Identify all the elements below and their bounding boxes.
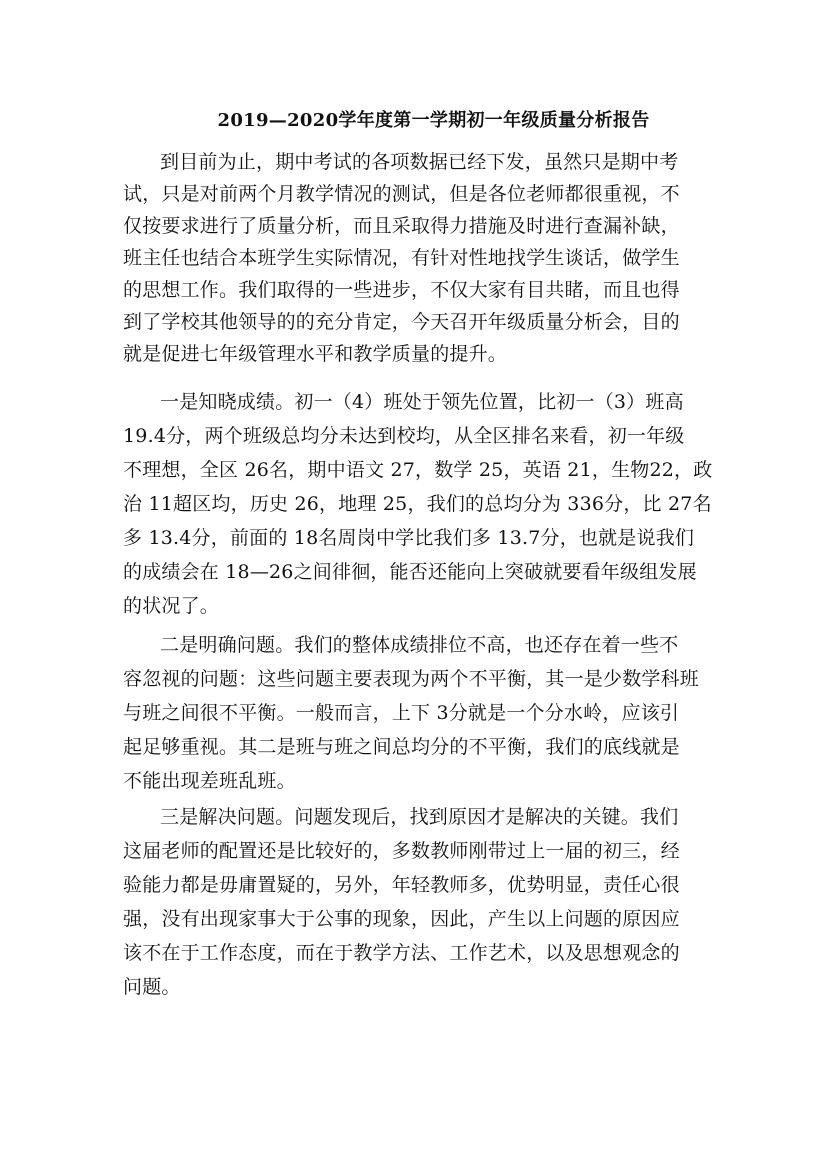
- paragraph-1-line-6: 到了学校其他领导的的充分肯定，今天召开年级质量分析会，目的: [123, 311, 680, 333]
- paragraph-4-line-3: 验能力都是毋庸置疑的，另外，年轻教师多，优势明显，责任心很: [123, 874, 680, 896]
- paragraph-2-line-5: 多 13.4分，前面的 18名周岗中学比我们多 13.7分，也就是说我们: [123, 527, 695, 549]
- paragraph-3-line-3: 与班之间很不平衡。一般而言，上下 3分就是一个分水岭，应该引: [123, 702, 680, 724]
- paragraph-2-line-7: 的状况了。: [123, 595, 220, 617]
- paragraph-3-line-5: 不能出现差班乱班。: [123, 770, 296, 792]
- paragraph-1-line-2: 试，只是对前两个月教学情况的测试，但是各位老师都很重视，不: [123, 183, 680, 205]
- document-title: 2019—2020学年度第一学期初一年级质量分析报告: [217, 110, 650, 131]
- paragraph-1-line-4: 班主任也结合本班学生实际情况，有针对性地找学生谈话，做学生: [123, 247, 680, 269]
- paragraph-2-line-2: 19.4分，两个班级总均分未达到校均，从全区排名来看，初一年级: [123, 425, 685, 447]
- paragraph-2-line-4: 治 11超区均，历史 26，地理 25，我们的总均分为 336分，比 27名: [123, 493, 712, 515]
- paragraph-2-line-1: 一是知晓成绩。初一（4）班处于领先位置，比初一（3）班高: [160, 391, 684, 413]
- paragraph-3-line-2: 容忽视的问题：这些问题主要表现为两个不平衡，其一是少数学科班: [123, 668, 700, 690]
- paragraph-1-line-5: 的思想工作。我们取得的一些进步，不仅大家有目共睹，而且也得: [123, 279, 680, 301]
- paragraph-4-line-2: 这届老师的配置还是比较好的，多数教师刚带过上一届的初三，经: [123, 840, 680, 862]
- paragraph-4-line-4: 强，没有出现家事大于公事的现象，因此，产生以上问题的原因应: [123, 908, 680, 930]
- paragraph-4-line-5: 该不在于工作态度，而在于教学方法、工作艺术，以及思想观念的: [123, 942, 680, 964]
- paragraph-3-line-1: 二是明确问题。我们的整体成绩排位不高，也还存在着一些不: [160, 634, 679, 656]
- paragraph-4-line-1: 三是解决问题。问题发现后，找到原因才是解决的关键。我们: [160, 806, 679, 828]
- paragraph-2-line-3: 不理想，全区 26名，期中语文 27，数学 25，英语 21，生物22，政: [123, 459, 713, 481]
- paragraph-1-line-7: 就是促进七年级管理水平和教学质量的提升。: [123, 343, 508, 365]
- paragraph-4-line-6: 问题。: [123, 976, 181, 998]
- paragraph-2-line-6: 的成绩会在 18—26之间徘徊，能否还能向上突破就要看年级组发展: [123, 561, 697, 583]
- paragraph-3-line-4: 起足够重视。其二是班与班之间总均分的不平衡，我们的底线就是: [123, 736, 680, 758]
- paragraph-1-line-3: 仅按要求进行了质量分析，而且采取得力措施及时进行查漏补缺，: [123, 215, 680, 237]
- paragraph-1-line-1: 到目前为止，期中考试的各项数据已经下发，虽然只是期中考: [160, 151, 679, 173]
